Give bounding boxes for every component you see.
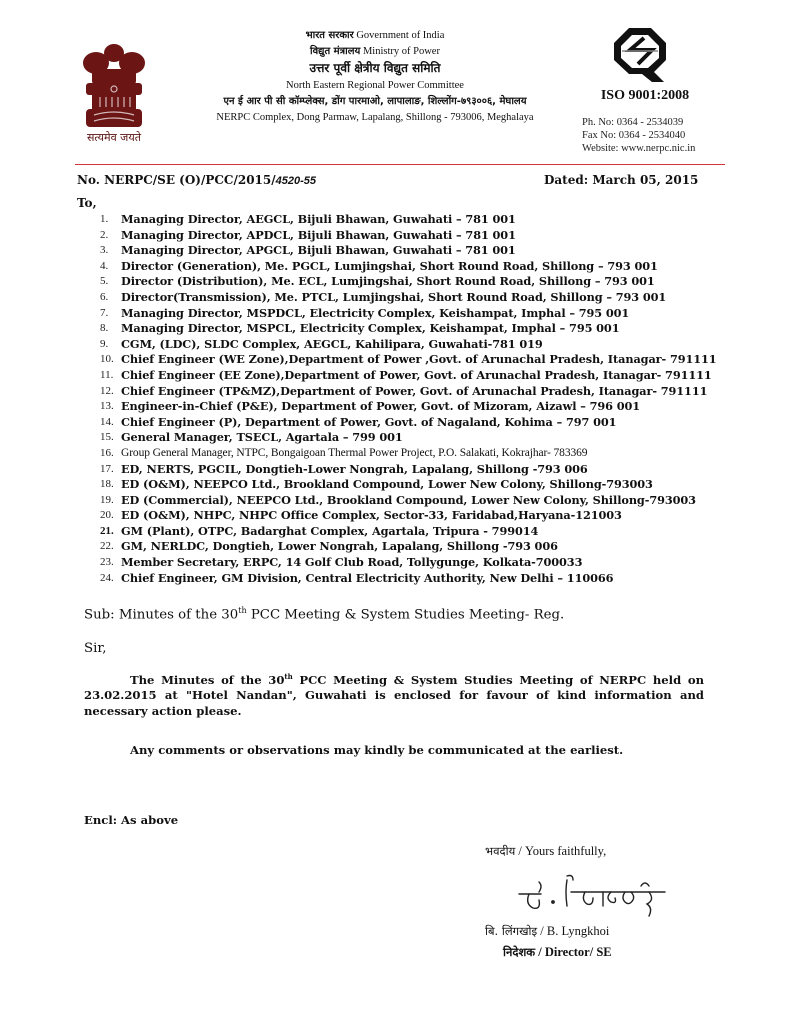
header-divider [75, 164, 725, 165]
list-item: 6. Director(Transmission), Me. PTCL, Lumjingshai, Short Round Road, Shillong – 793 001 [100, 289, 667, 304]
website: Website: www.nerpc.nic.in [582, 143, 696, 154]
header-line-address-english: NERPC Complex, Dong Parmaw, Lapalang, Shillong - 793006, Meghalaya [216, 112, 534, 123]
contact-details [582, 116, 695, 155]
header-line-ministry: विद्युत मंत्रालय Ministry of Power [310, 46, 440, 57]
header-line-committee-hindi: उत्तर पूर्वी क्षेत्रीय विद्युत समिति [309, 61, 441, 75]
list-item: 4. Director (Generation), Me. PGCL, Lumjingshai, Short Round Road, Shillong – 793 001 [100, 258, 658, 273]
handwritten-signature-icon [515, 872, 675, 922]
list-item: 7. Managing Director, MSPDCL, Electricity Complex, Keishampat, Imphal – 795 001 [100, 305, 630, 320]
signatory-title: निदेशक / Director/ SE [503, 945, 612, 959]
iso-certification: ISO 9001:2008 [600, 88, 690, 103]
to-label: To, [77, 196, 97, 210]
list-item: 15. General Manager, TSECL, Agartala – 799 001 [100, 430, 403, 445]
list-item: 9. CGM, (LDC), SLDC Complex, AEGCL, Kahilipara, Guwahati-781 019 [100, 336, 543, 351]
list-item: 20. ED (O&M), NHPC, NHPC Office Complex, Sector-33, Faridabad,Haryana-121003 [100, 508, 622, 523]
enclosure-note: Encl: As above [84, 813, 179, 827]
salutation: Sir, [84, 641, 107, 656]
list-item: 1. Managing Director, AEGCL, Bijuli Bhawan, Guwahati – 781 001 [100, 212, 516, 226]
body-paragraph: The Minutes of the 30th PCC Meeting & System Studies Meeting of NERPC held on 23.02.2015 at "Hotel Nandan", Guwahati is enclosed for favour of kind information and necessary action please. [84, 672, 704, 718]
header-line-committee-english: North Eastern Regional Power Committee [286, 80, 464, 91]
letterhead-text [150, 28, 600, 126]
list-item: 23. Member Secretary, ERPC, 14 Golf Club Road, Tollygunge, Kolkata-700033 [100, 555, 583, 570]
list-item: 5. Director (Distribution), Me. ECL, Lumjingshai, Short Round Road, Shillong – 793 001 [100, 274, 655, 289]
list-item: 14. Chief Engineer (P), Department of Power, Govt. of Nagaland, Kohima – 797 001 [100, 414, 617, 429]
list-item: 18. ED (O&M), NEEPCO Ltd., Brookland Compound, Lower New Colony, Shillong-793003 [100, 477, 653, 492]
list-item: 2. Managing Director, APDCL, Bijuli Bhawan, Guwahati – 781 001 [100, 227, 516, 242]
list-item: 8. Managing Director, MSPCL, Electricity Complex, Keishampat, Imphal – 795 001 [100, 321, 620, 336]
list-item: 13. Engineer-in-Chief (P&E), Department of Power, Govt. of Mizoram, Aizawl – 796 001 [100, 399, 641, 414]
reference-serial: 4520-55 [275, 175, 317, 187]
list-item: 17. ED, NERTS, PGCIL, Dongtieh-Lower Nongrah, Lapalang, Shillong -793 006 [100, 461, 588, 476]
emblem-motto: सत्यमेव जयते [86, 131, 141, 144]
list-item: 19. ED (Commercial), NEEPCO Ltd., Brookland Compound, Lower New Colony, Shillong-793003 [100, 492, 696, 507]
list-item: 12. Chief Engineer (TP&MZ),Department of Power, Govt. of Arunachal Pradesh, Itanagar- 791111 [100, 383, 708, 398]
phone-number: Ph. No: 0364 - 2534039 [582, 117, 684, 128]
subject-line: Sub: Minutes of the 30th PCC Meeting & System Studies Meeting- Reg. [84, 606, 565, 623]
body-paragraph-comments: Any comments or observations may kindly be communicated at the earliest. [130, 743, 624, 757]
iso-quality-mark-icon [612, 26, 668, 84]
list-item: 22. GM, NERLDC, Dongtieh, Lower Nongrah, Lapalang, Shillong -793 006 [100, 539, 558, 554]
header-line-address-hindi: एन ई आर पी सी कॉम्प्लेक्स, डोंग पारमाओ, लापालाङ, शिल्लोंग-७९३००६, मेघालय [223, 96, 527, 107]
list-item: 16. Group General Manager, NTPC, Bongaigoan Thermal Power Project, P.O. Salakati, Kokrajhar- 783369 [100, 446, 588, 459]
fax-number: Fax No: 0364 - 2534040 [582, 130, 686, 141]
list-item: 3. Managing Director, APGCL, Bijuli Bhawan, Guwahati – 781 001 [100, 243, 516, 258]
header-line-government: भारत सरकार Government of India [305, 30, 445, 41]
list-item: 24. Chief Engineer, GM Division, Central Electricity Authority, New Delhi – 110066 [100, 570, 614, 585]
recipient-list [100, 212, 740, 586]
list-item: 10. Chief Engineer (WE Zone),Department of Power ,Govt. of Arunachal Pradesh, Itanagar- 791111 [100, 352, 717, 367]
closing: भवदीय / Yours faithfully, [485, 844, 607, 858]
letter-date: Dated: March 05, 2015 [544, 173, 699, 187]
reference-number: No. NERPC/SE (O)/PCC/2015/4520-55 [77, 173, 317, 187]
list-item: 11. Chief Engineer (EE Zone),Department of Power, Govt. of Arunachal Pradesh, Itanagar- 791111 [100, 367, 712, 382]
signatory-name: बि. लिंगखोइ / B. Lyngkhoi [485, 924, 610, 938]
list-item: 21. GM (Plant), OTPC, Badarghat Complex, Agartala, Tripura - 799014 [100, 523, 539, 538]
